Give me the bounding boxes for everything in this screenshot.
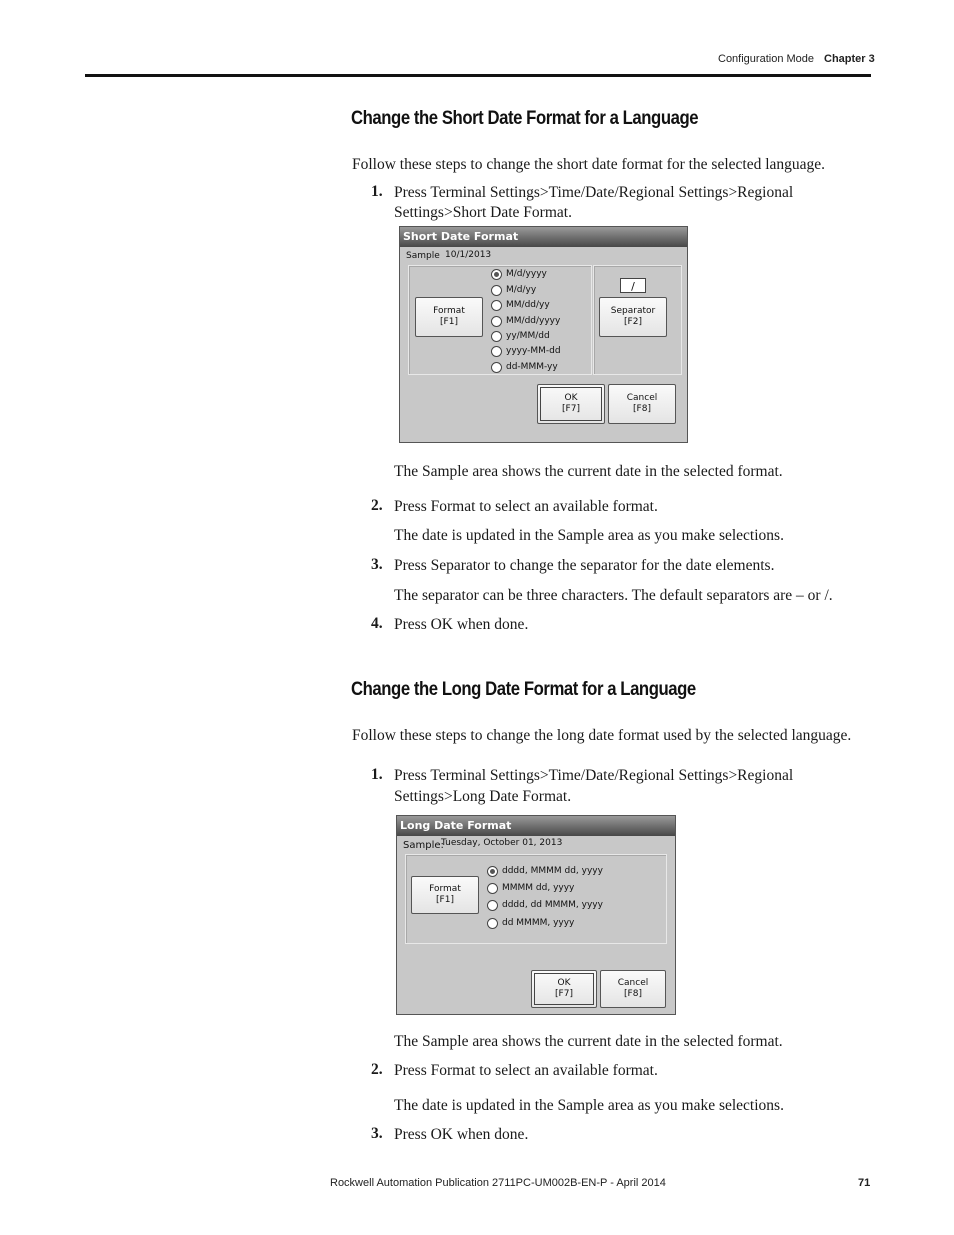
radio-icon bbox=[487, 883, 498, 894]
short-date-heading: Change the Short Date Format for a Language bbox=[351, 108, 699, 129]
long-step3-number: 3. bbox=[371, 1125, 383, 1142]
long-step2: Press Format to select an available format. bbox=[394, 1062, 658, 1079]
radio-option[interactable] bbox=[491, 344, 561, 358]
format-button[interactable] bbox=[415, 297, 483, 337]
short-note2: The date is updated in the Sample area as you make selections. bbox=[394, 527, 784, 544]
short-step1-number: 1. bbox=[371, 183, 383, 200]
long-note1: The Sample area shows the current date in the selected format. bbox=[394, 1033, 783, 1050]
radio-option[interactable] bbox=[491, 283, 536, 297]
separator-value-field[interactable]: / bbox=[620, 278, 646, 293]
short-step2: Press Format to select an available format. bbox=[394, 498, 658, 515]
cancel-button-label: Cancel bbox=[617, 978, 649, 988]
radio-selected-icon bbox=[487, 866, 498, 877]
radio-selected-icon bbox=[491, 269, 502, 280]
format-button-key: [F1] bbox=[440, 317, 458, 327]
radio-icon bbox=[487, 900, 498, 911]
long-step2-number: 2. bbox=[371, 1061, 383, 1078]
radio-icon bbox=[491, 300, 502, 311]
radio-option[interactable] bbox=[491, 329, 550, 343]
short-step2-number: 2. bbox=[371, 497, 383, 514]
long-step1-line2: Settings>Long Date Format. bbox=[394, 788, 572, 805]
running-header-section: Configuration Mode bbox=[718, 53, 815, 65]
radio-option[interactable] bbox=[491, 314, 560, 328]
short-intro: Follow these steps to change the short date format for the selected language. bbox=[352, 156, 826, 173]
short-step4: Press OK when done. bbox=[394, 616, 529, 633]
cancel-button[interactable] bbox=[608, 384, 676, 424]
radio-option[interactable] bbox=[487, 898, 603, 912]
separator-button-key: [F2] bbox=[624, 317, 642, 327]
long-step1-line1: Press Terminal Settings>Time/Date/Regional Settings>Regional bbox=[394, 767, 794, 784]
radio-option[interactable] bbox=[491, 298, 550, 312]
long-intro: Follow these steps to change the long date format used by the selected language. bbox=[352, 727, 852, 744]
option-label: MMMM dd, yyyy bbox=[502, 883, 575, 893]
format-button[interactable] bbox=[411, 876, 479, 914]
option-label: dddd, MMMM dd, yyyy bbox=[502, 866, 603, 876]
separator-button-label: Separator bbox=[610, 306, 656, 316]
option-label: yy/MM/dd bbox=[506, 331, 550, 341]
sample-value: 10/1/2013 bbox=[445, 250, 492, 260]
format-button-label: Format bbox=[433, 306, 465, 316]
long-step1-number: 1. bbox=[371, 766, 383, 783]
ok-button[interactable] bbox=[531, 970, 597, 1008]
format-button-label: Format bbox=[429, 884, 461, 894]
sample-label: Sample bbox=[406, 251, 440, 261]
short-note1: The Sample area shows the current date in the selected format. bbox=[394, 463, 783, 480]
short-date-format-dialog bbox=[399, 226, 688, 443]
long-date-heading: Change the Long Date Format for a Language bbox=[351, 679, 696, 700]
short-step4-number: 4. bbox=[371, 615, 383, 632]
ok-button-label: OK bbox=[564, 393, 578, 403]
short-step3-number: 3. bbox=[371, 556, 383, 573]
short-step1-line2: Settings>Short Date Format. bbox=[394, 204, 572, 221]
dialog-title-bar: Short Date Format bbox=[400, 227, 687, 247]
long-step3: Press OK when done. bbox=[394, 1126, 529, 1143]
format-button-key: [F1] bbox=[436, 895, 454, 905]
cancel-button-key: [F8] bbox=[624, 989, 642, 999]
radio-option[interactable] bbox=[487, 881, 574, 895]
long-date-format-dialog bbox=[396, 815, 676, 1015]
running-header-chapter: Chapter 3 bbox=[824, 53, 875, 65]
option-label: yyyy-MM-dd bbox=[506, 346, 561, 356]
radio-icon bbox=[487, 918, 498, 929]
radio-option[interactable] bbox=[487, 864, 603, 878]
short-step1-line1: Press Terminal Settings>Time/Date/Regional Settings>Regional bbox=[394, 184, 794, 201]
long-note2: The date is updated in the Sample area as you make selections. bbox=[394, 1097, 784, 1114]
option-label: M/d/yyyy bbox=[506, 269, 547, 279]
option-label: MM/dd/yyyy bbox=[506, 316, 561, 326]
ok-button-label: OK bbox=[557, 978, 571, 988]
radio-icon bbox=[491, 362, 502, 373]
option-label: MM/dd/yy bbox=[506, 300, 550, 310]
ok-button-key: [F7] bbox=[562, 404, 580, 414]
option-label: M/d/yy bbox=[506, 285, 537, 295]
cancel-button[interactable] bbox=[600, 970, 666, 1008]
footer-page-number: 71 bbox=[858, 1177, 871, 1189]
option-label: dd-MMM-yy bbox=[506, 362, 558, 372]
ok-button-key: [F7] bbox=[555, 989, 573, 999]
radio-option[interactable] bbox=[491, 360, 558, 374]
cancel-button-key: [F8] bbox=[633, 404, 651, 414]
cancel-button-label: Cancel bbox=[626, 393, 658, 403]
separator-button[interactable] bbox=[599, 297, 667, 337]
radio-icon bbox=[491, 331, 502, 342]
radio-icon bbox=[491, 316, 502, 327]
dialog-title-bar: Long Date Format bbox=[397, 816, 675, 836]
sample-value: Tuesday, October 01, 2013 bbox=[441, 838, 563, 848]
sample-label: Sample: bbox=[403, 840, 444, 851]
short-step3: Press Separator to change the separator for the date elements. bbox=[394, 557, 775, 574]
option-label: dd MMMM, yyyy bbox=[502, 918, 575, 928]
short-note3: The separator can be three characters. The default separators are – or /. bbox=[394, 587, 833, 604]
radio-icon bbox=[491, 285, 502, 296]
radio-option[interactable] bbox=[491, 267, 547, 281]
radio-option[interactable] bbox=[487, 916, 574, 930]
header-rule bbox=[85, 74, 871, 77]
footer-publication: Rockwell Automation Publication 2711PC-UM002B-EN-P - April 2014 bbox=[330, 1177, 666, 1189]
radio-icon bbox=[491, 346, 502, 357]
ok-button[interactable] bbox=[537, 384, 605, 424]
option-label: dddd, dd MMMM, yyyy bbox=[502, 900, 603, 910]
